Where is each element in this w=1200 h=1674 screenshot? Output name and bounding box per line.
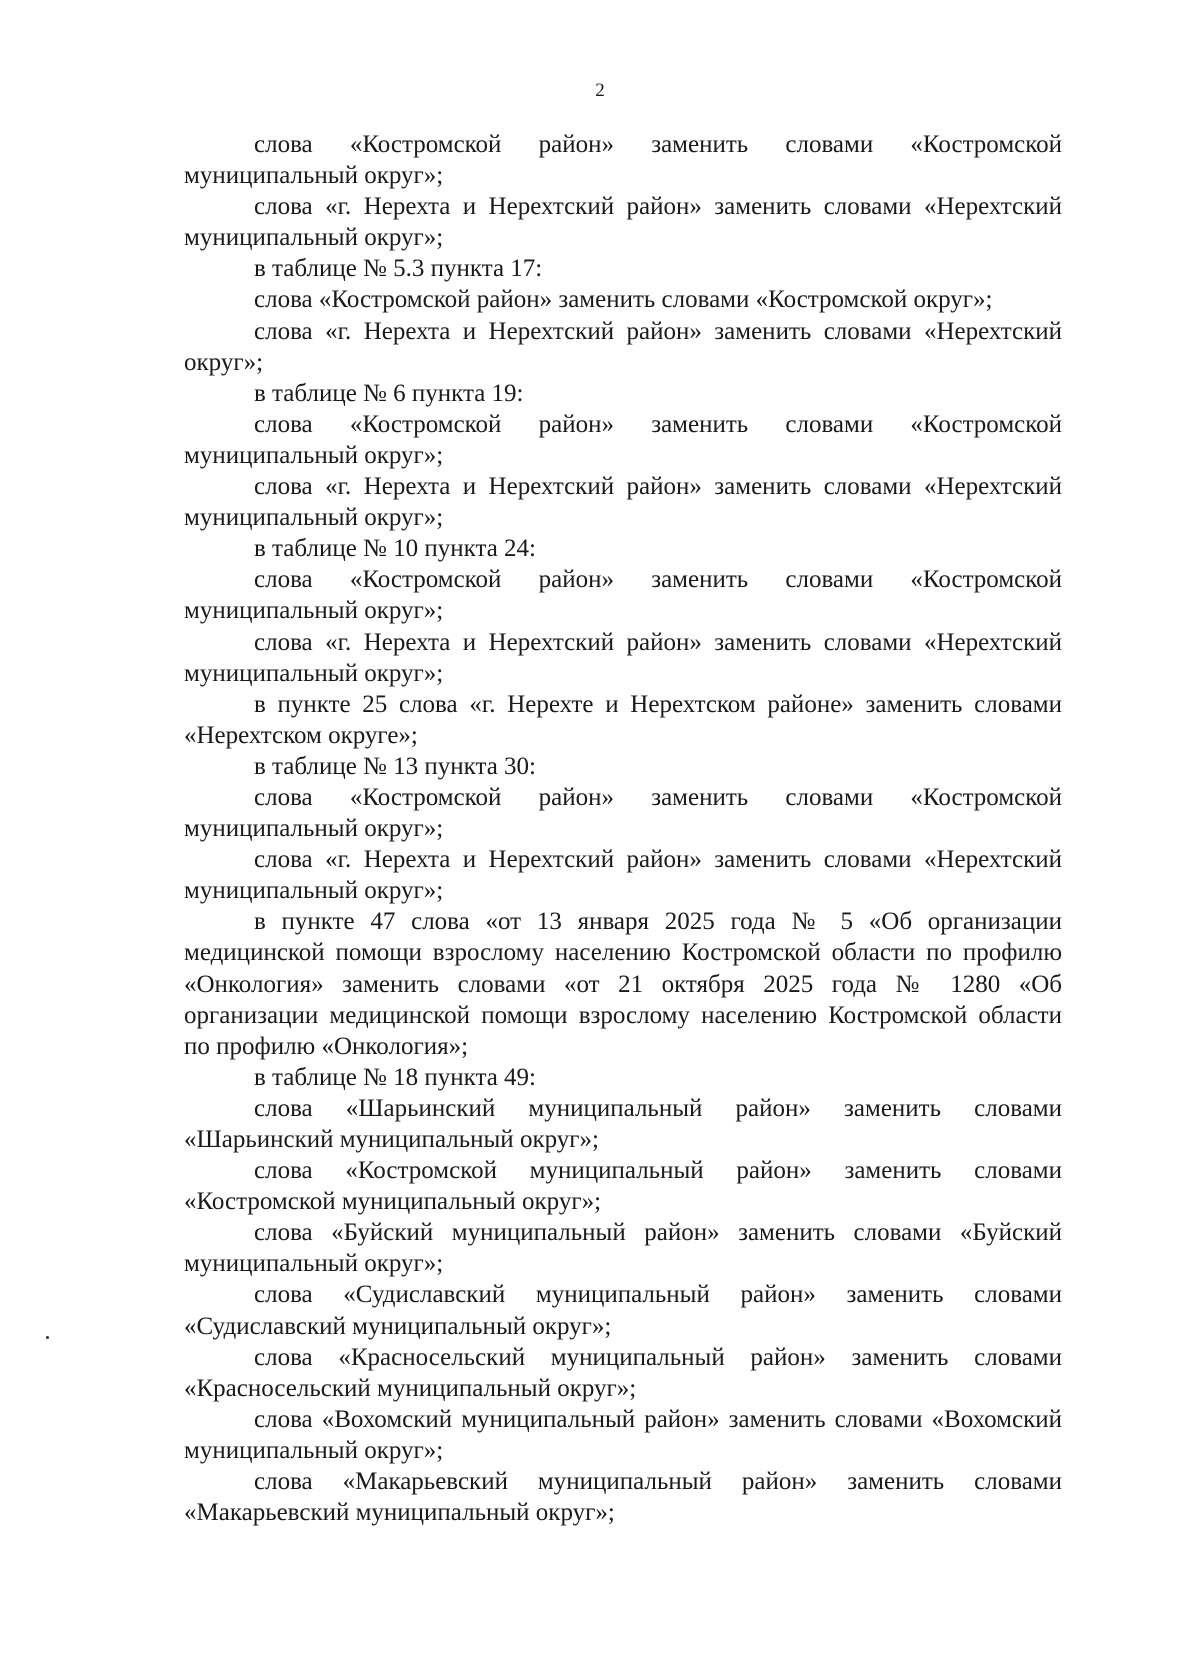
paragraph: слова «г. Нерехта и Нерехтский район» заменить словами «Нерехтский муниципальный округ»; bbox=[184, 193, 1062, 252]
paragraph: слова «Костромской район» заменить словами «Костромской муниципальный округ»; bbox=[184, 783, 1062, 843]
paragraph: слова «Вохомский муниципальный район» заменить словами «Вохомский муниципальный округ»; bbox=[184, 1405, 1062, 1464]
paragraph: слова «г. Нерехта и Нерехтский район» заменить словами «Нерехтский муниципальный округ»; bbox=[184, 846, 1062, 905]
paragraph: слова «Буйский муниципальный район» заменить словами «Буйский муниципальный округ»; bbox=[184, 1219, 1062, 1278]
paragraph: в таблице № 18 пункта 49: bbox=[254, 1063, 537, 1091]
paragraph: в таблице № 10 пункта 24: bbox=[254, 535, 537, 563]
paragraph: слова «Костромской район» заменить словами «Костромской округ»; bbox=[254, 286, 993, 314]
paragraph: слова «Костромской муниципальный район» заменить словами «Костромской муниципальный округ»; bbox=[184, 1157, 1062, 1216]
paragraph: слова «Костромской район» заменить словами «Костромской муниципальный округ»; bbox=[184, 566, 1062, 625]
paragraph: слова «г. Нерехта и Нерехтский район» заменить словами «Нерехтский муниципальный округ»; bbox=[184, 473, 1062, 532]
paragraph: слова «г. Нерехта и Нерехтский район» заменить словами «Нерехтский округ»; bbox=[184, 317, 1062, 376]
paragraph: в пункте 47 слова «от 13 января 2025 года № 5 «Об организации медицинской помощи взрослому населению Костромской области по профилю «Онкология» заменить словами «от 21 октября 2025 года № 1280 «Об организации медицинской помощи взрослому населению Костромской области по профилю «Онкология»; bbox=[184, 908, 1062, 1060]
scan-speck bbox=[46, 1336, 49, 1339]
paragraph: слова «Красносельский муниципальный район» заменить словами «Красносельский муниципальный округ»; bbox=[184, 1343, 1062, 1402]
paragraph: слова «Судиславский муниципальный район» заменить словами «Судиславский муниципальный округ»; bbox=[184, 1281, 1062, 1340]
paragraph: в таблице № 5.3 пункта 17: bbox=[254, 255, 543, 283]
page-number: 2 bbox=[595, 80, 605, 101]
paragraph: в пункте 25 слова «г. Нерехте и Нерехтском районе» заменить словами «Нерехтском округе»; bbox=[184, 690, 1062, 749]
paragraph: слова «Макарьевский муниципальный район» заменить словами «Макарьевский муниципальный округ»; bbox=[184, 1468, 1062, 1527]
paragraph: слова «г. Нерехта и Нерехтский район» заменить словами «Нерехтский муниципальный округ»; bbox=[184, 628, 1062, 687]
paragraph: слова «Шарьинский муниципальный район» заменить словами «Шарьинский муниципальный округ»; bbox=[184, 1094, 1062, 1153]
document-body bbox=[184, 129, 1062, 1528]
paragraph: слова «Костромской район» заменить словами «Костромской муниципальный округ»; bbox=[184, 131, 1062, 190]
paragraph: в таблице № 6 пункта 19: bbox=[254, 379, 524, 407]
paragraph: в таблице № 13 пункта 30: bbox=[254, 752, 537, 780]
paragraph: слова «Костромской район» заменить словами «Костромской муниципальный округ»; bbox=[184, 410, 1062, 469]
